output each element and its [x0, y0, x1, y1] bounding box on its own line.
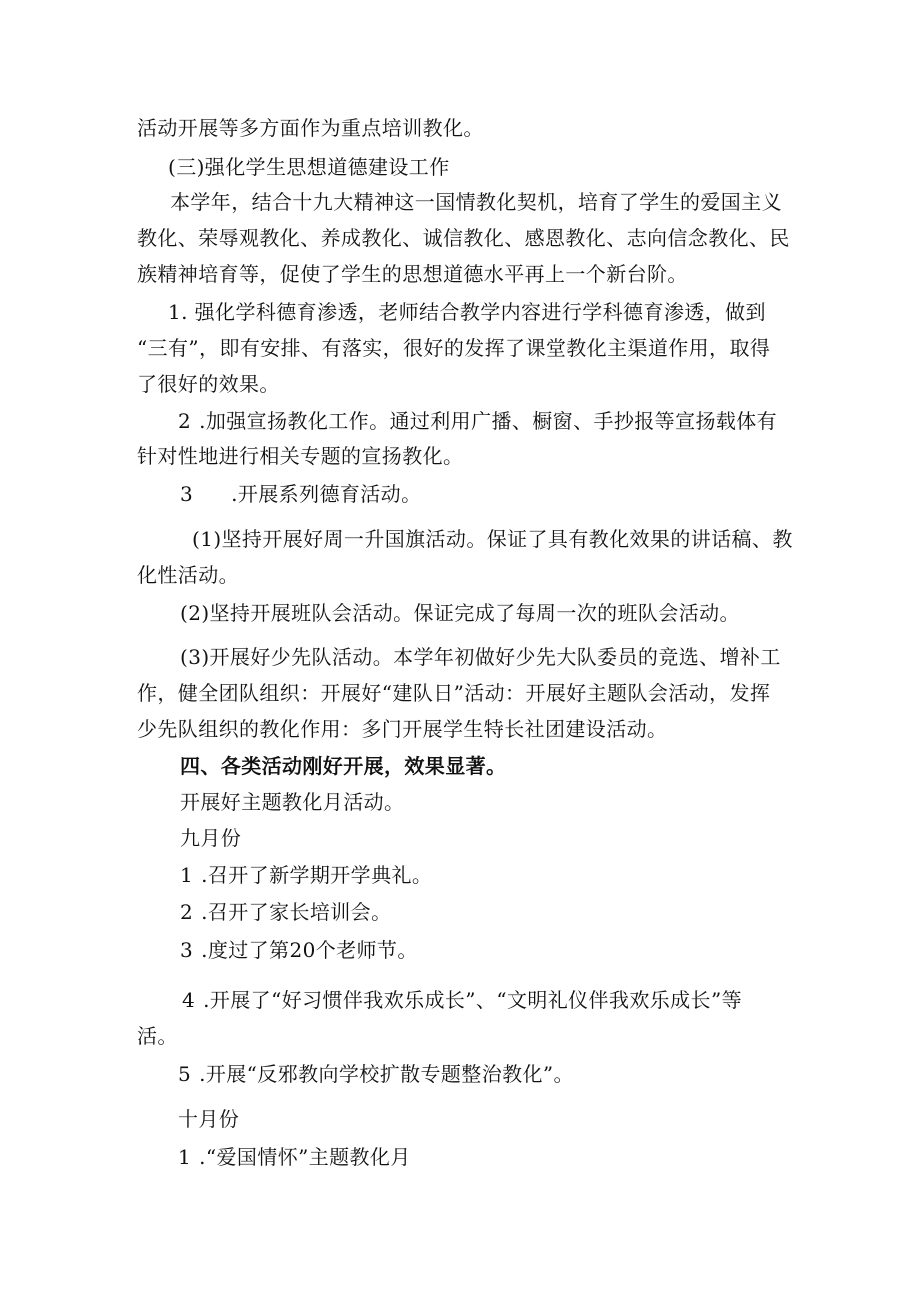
- list-number: 2: [180, 900, 194, 924]
- list-number: 5: [178, 1062, 192, 1086]
- list-text: .召开了新学期开学典礼。: [201, 863, 433, 887]
- list-item-line: [178, 1062, 574, 1086]
- list-text: .开展“反邪教向学校扩散专题整治教化”。: [199, 1062, 574, 1086]
- list-item-line: [180, 938, 418, 962]
- list-number: 4: [182, 988, 196, 1012]
- list-text: .开展了“好习惯伴我欢乐成长”、“文明礼仪伴我欢乐成长”等: [203, 988, 742, 1012]
- list-item-line: [180, 900, 391, 924]
- list-number: 1: [180, 863, 194, 887]
- list-text: .加强宣扬教化工作。通过利用广播、橱窗、手抄报等宣扬载体有: [199, 409, 778, 433]
- list-number: 3: [180, 938, 194, 962]
- sub-item-line: (1)坚持开展好周一升国旗活动。保证了具有教化效果的讲话稿、教: [192, 527, 793, 551]
- section-heading: 四、各类活动刚好开展，效果显著。: [180, 754, 507, 778]
- month-heading: 九月份: [180, 826, 242, 850]
- list-item-line: [178, 1145, 411, 1169]
- list-text: .“爱国情怀”主题教化月: [199, 1145, 411, 1169]
- list-item-line: 1. 强化学科德育渗透，老师结合教学内容进行学科德育渗透，做到: [168, 300, 766, 324]
- month-heading: 十月份: [178, 1107, 240, 1131]
- paragraph-line: 本学年，结合十九大精神这一国情教化契机，培育了学生的爱国主义: [170, 190, 782, 214]
- paragraph-line: 针对性地进行相关专题的宣扬教化。: [137, 444, 464, 468]
- list-text: .召开了家长培训会。: [201, 900, 392, 924]
- paragraph-line: 了很好的效果。: [137, 372, 280, 396]
- paragraph-line: 化性活动。: [137, 563, 239, 587]
- sub-item-line: (2)坚持开展班队会活动。保证完成了每周一次的班队会活动。: [180, 601, 740, 625]
- paragraph-line: 开展好主题教化月活动。: [180, 790, 405, 814]
- list-item-line: [178, 409, 777, 433]
- sub-item-line: (3)开展好少先队活动。本学年初做好少先大队委员的竞选、增补工: [180, 645, 781, 669]
- list-text: .度过了第20个老师节。: [201, 938, 418, 962]
- list-text: .开展系列德育活动。: [231, 482, 422, 506]
- list-item-line: [180, 863, 432, 887]
- list-number: 1: [178, 1145, 192, 1169]
- paragraph-line: 活。: [137, 1024, 178, 1048]
- list-number: 2: [178, 409, 192, 433]
- paragraph-line: “三有”，即有安排、有落实，很好的发挥了课堂教化主渠道作用，取得: [137, 336, 771, 360]
- section-heading: (三)强化学生思想道德建设工作: [168, 155, 450, 179]
- paragraph-line: 教化、荣辱观教化、养成教化、诚信教化、感恩教化、志向信念教化、民: [137, 226, 790, 250]
- paragraph-line: 少先队组织的教化作用：多门开展学生特长社团建设活动。: [137, 717, 668, 741]
- list-item-line: [180, 482, 421, 506]
- paragraph-line: 活动开展等多方面作为重点培训教化。: [137, 116, 484, 140]
- list-number: 3: [180, 482, 194, 506]
- list-item-line: [182, 988, 742, 1012]
- paragraph-line: 作，健全团队组织：开展好“建队日”活动：开展好主题队会活动，发挥: [137, 681, 771, 705]
- paragraph-line: 族精神培育等，促使了学生的思想道德水平再上一个新台阶。: [137, 262, 688, 286]
